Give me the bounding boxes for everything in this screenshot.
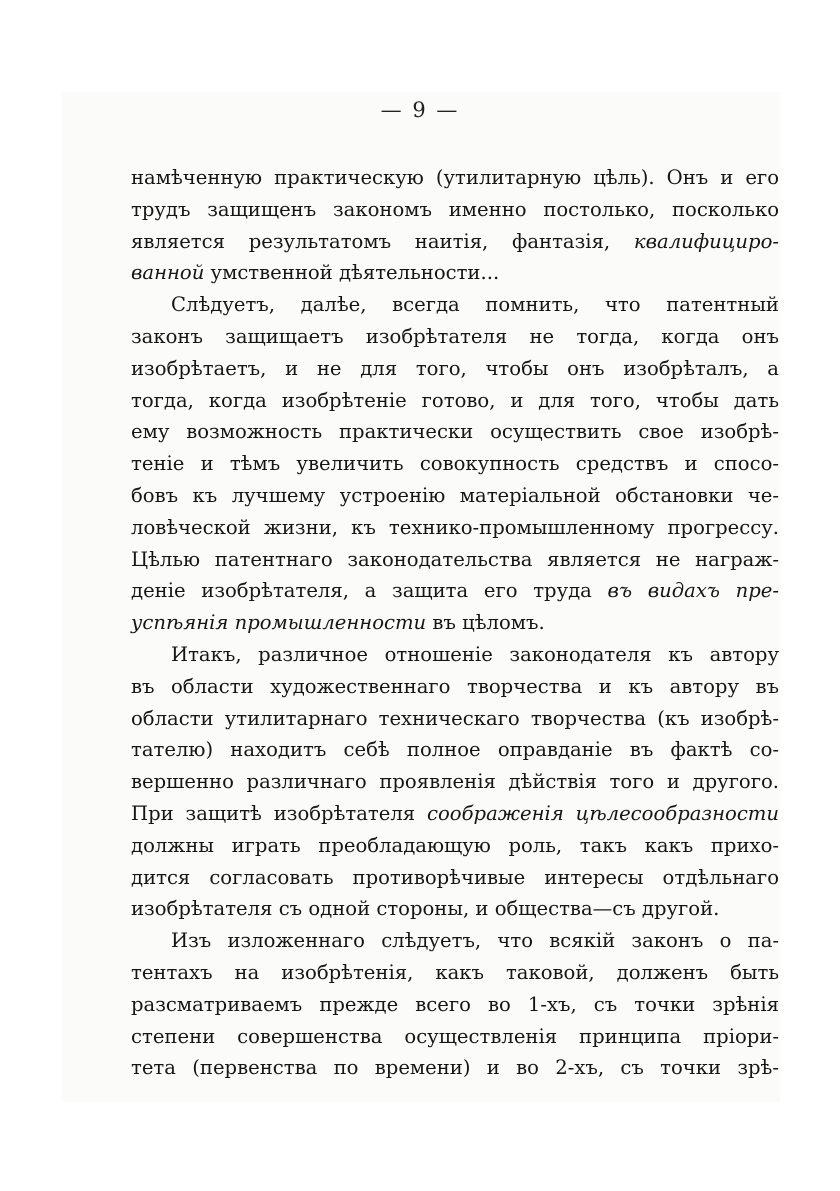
text-line: При защитѣ изобрѣтателя соображенія цѣлесообразности [131,801,779,825]
text-line: должны играть преобладающую роль, такъ какъ прихо- [131,833,779,857]
text-line: ловѣческой жизни, къ технико-промышленному прогрессу. [131,515,779,539]
text-line: Итакъ, различное отношеніе законодателя къ автору [171,642,779,666]
text-line: Цѣлью патентнаго законодательства является не награж- [131,547,779,571]
text-line: вершенно различнаго проявленія дѣйствія того и другого. [131,770,779,794]
text-line: тогда, когда изобрѣтеніе готово, и для того, чтобы дать [131,388,779,412]
text-line: изобрѣтателя съ одной стороны, и общества—съ другой. [131,897,720,921]
italic-emphasis: въ видахъ пре- [607,579,779,603]
text-line: успѣянія промышленности въ цѣломъ. [131,611,545,635]
text-line: бовъ къ лучшему устроенію матеріальной обстановки че- [131,483,779,507]
page-number: — 9 — [380,98,460,122]
text-line: въ области художественнаго творчества и къ автору въ [131,674,779,698]
text-line: теніе и тѣмъ увеличить совокупность средствъ и спосо- [131,452,779,476]
italic-emphasis: успѣянія промышленности [131,611,427,635]
text-line: тета (первенства по времени) и во 2-хъ, съ точки зрѣ- [131,1056,779,1080]
text-line: Слѣдуетъ, далѣе, всегда помнить, что патентный [171,293,779,317]
text-line: намѣченную практическую (утилитарную цѣль). Онъ и его [131,166,779,189]
text-line: ванной умственной дѣятельности... [131,261,500,285]
text-line: ему возможность практически осуществить свое изобрѣ- [131,420,779,444]
text-line: Изъ изложеннаго слѣдуетъ, что всякій законъ о па- [171,929,779,953]
paragraph-1 [131,162,779,289]
italic-emphasis: ванной [131,261,205,285]
text-line: тентахъ на изобрѣтенія, какъ таковой, долженъ быть [131,960,779,984]
italic-emphasis: квалифициро- [633,229,779,253]
paragraph-2 [131,289,779,639]
paragraph-3 [131,639,779,925]
body-text [131,162,779,1084]
text-line: степени совершенства осуществленія принципа пріори- [131,1024,779,1048]
text-line: тателю) находитъ себѣ полное оправданіе въ фактѣ со- [131,738,779,762]
italic-emphasis: соображенія цѣлесообразности [427,801,779,825]
text-line: деніе изобрѣтателя, а защита его труда въ видахъ пре- [131,579,779,603]
text-line: дится согласовать противорѣчивые интересы отдѣльнаго [131,865,779,889]
text-line: изобрѣтаетъ, и не для того, чтобы онъ изобрѣталъ, а [131,356,779,380]
text-line: области утилитарнаго техническаго творчества (къ изобрѣ- [131,706,779,730]
text-line: разсматриваемъ прежде всего во 1-хъ, съ точки зрѣнія [131,992,779,1016]
text-line: трудъ защищенъ закономъ именно постолько, посколько [131,197,779,221]
text-line: является результатомъ наитія, фантазія, квалифициро- [131,229,779,253]
text-line: законъ защищаетъ изобрѣтателя не тогда, когда онъ [131,324,779,348]
paragraph-4 [131,925,779,1084]
